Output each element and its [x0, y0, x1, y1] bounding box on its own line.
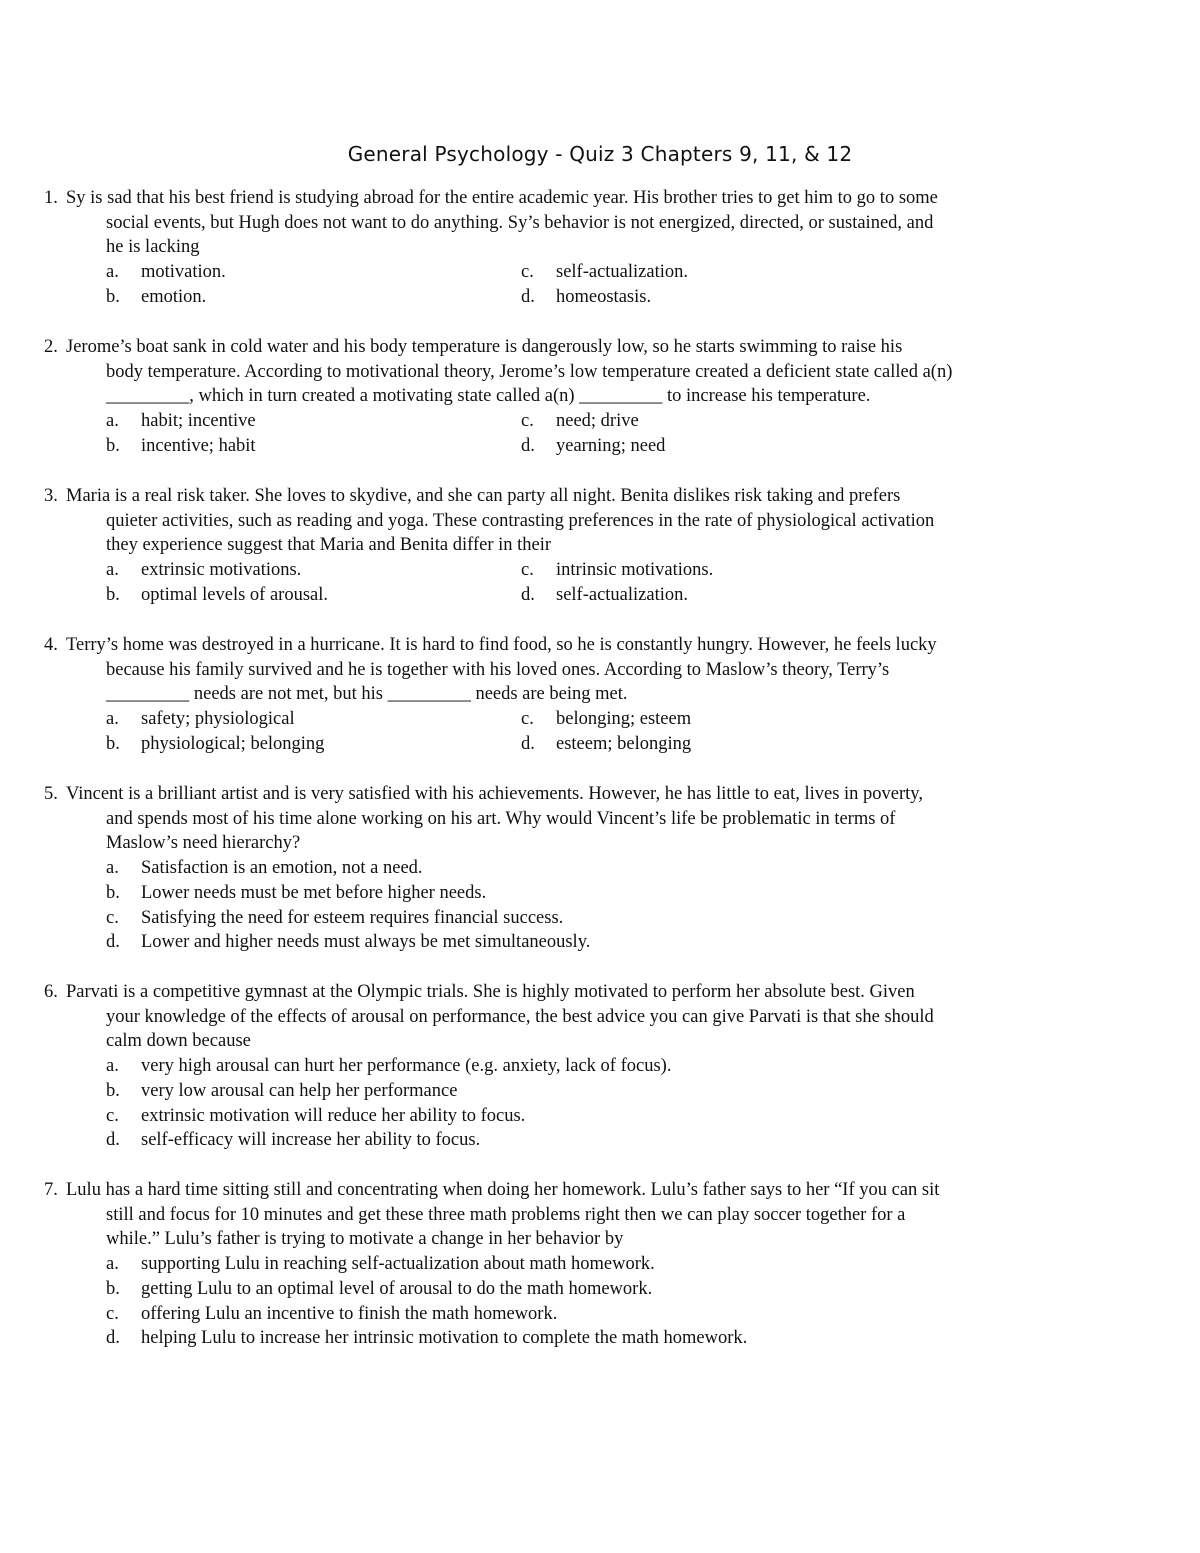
- question-text-line: Maria is a real risk taker. She loves to skydive, and she can party all night. Benita dislikes risk taking and prefers: [66, 486, 901, 506]
- question-text-line: body temperature. According to motivational theory, Jerome’s low temperature created a deficient state called a(n): [106, 361, 953, 382]
- answer-option-c: [521, 260, 1200, 285]
- option-letter: d.: [521, 435, 535, 456]
- question-text-line: Jerome’s boat sank in cold water and his body temperature is dangerously low, so he starts swimming to raise his: [66, 337, 903, 357]
- answer-option-d: [106, 1128, 1006, 1153]
- option-text: motivation.: [141, 262, 226, 283]
- question-text-line: Terry’s home was destroyed in a hurricane. It is hard to find food, so he is constantly hungry. However, he feels lucky: [66, 635, 937, 655]
- option-letter: a.: [106, 1056, 119, 1077]
- option-text: Satisfying the need for esteem requires financial success.: [141, 907, 564, 928]
- option-letter: c.: [521, 560, 534, 581]
- option-text: esteem; belonging: [556, 733, 692, 754]
- option-text: emotion.: [141, 286, 207, 307]
- option-text: very low arousal can help her performance: [141, 1080, 458, 1101]
- question-number: 2.: [44, 337, 58, 357]
- question-text-line: social events, but Hugh does not want to do anything. Sy’s behavior is not energized, directed, or sustained, and: [106, 212, 934, 233]
- option-letter: d.: [521, 733, 535, 754]
- answer-option-d: [521, 583, 1200, 608]
- question-text-line: they experience suggest that Maria and Benita differ in their: [106, 535, 552, 556]
- answer-option-a: [106, 1252, 1006, 1277]
- option-text: Lower and higher needs must always be met simultaneously.: [141, 932, 591, 953]
- option-letter: c.: [521, 411, 534, 432]
- option-text: Lower needs must be met before higher needs.: [141, 882, 487, 903]
- answer-option-d: [521, 285, 1200, 310]
- option-text: safety; physiological: [141, 709, 295, 730]
- option-letter: c.: [106, 907, 119, 928]
- option-letter: c.: [521, 262, 534, 283]
- question-text-line: and spends most of his time alone working on his art. Why would Vincent’s life be problematic in terms of: [106, 808, 896, 829]
- page-title: General Psychology - Quiz 3 Chapters 9, 11, & 12: [347, 142, 853, 166]
- answer-option-d: [106, 930, 1006, 955]
- question-number: 4.: [44, 635, 58, 655]
- answer-option-a: [106, 1054, 1006, 1079]
- question-text-line: _________ needs are not met, but his _________ needs are being met.: [106, 684, 628, 705]
- option-letter: c.: [521, 709, 534, 730]
- question-number: 7.: [44, 1180, 58, 1200]
- question-text-line: quieter activities, such as reading and yoga. These contrasting preferences in the rate of physiological activation: [106, 510, 935, 531]
- answer-option-c: [521, 707, 1200, 732]
- option-text: belonging; esteem: [556, 709, 692, 730]
- option-text: self-actualization.: [556, 262, 689, 283]
- answer-option-c: [521, 558, 1200, 583]
- option-text: optimal levels of arousal.: [141, 584, 329, 605]
- question-number: 1.: [44, 188, 58, 208]
- option-text: helping Lulu to increase her intrinsic motivation to complete the math homework.: [141, 1328, 748, 1349]
- option-letter: b.: [106, 733, 120, 754]
- option-letter: b.: [106, 584, 120, 605]
- option-letter: d.: [521, 286, 535, 307]
- option-letter: c.: [106, 1303, 119, 1324]
- option-text: Satisfaction is an emotion, not a need.: [141, 858, 423, 879]
- option-text: extrinsic motivations.: [141, 560, 302, 581]
- option-letter: b.: [106, 882, 120, 903]
- option-letter: b.: [106, 435, 120, 456]
- option-text: habit; incentive: [141, 411, 256, 432]
- option-text: extrinsic motivation will reduce her ability to focus.: [141, 1105, 526, 1126]
- question-text-line: because his family survived and he is together with his loved ones. According to Maslow’s theory, Terry’s: [106, 659, 890, 680]
- option-letter: a.: [106, 858, 119, 879]
- answer-option-a: [106, 856, 1006, 881]
- answer-option-b: [106, 1079, 1006, 1104]
- option-letter: b.: [106, 286, 120, 307]
- option-letter: d.: [521, 584, 535, 605]
- question-number: 6.: [44, 982, 58, 1002]
- option-text: very high arousal can hurt her performance (e.g. anxiety, lack of focus).: [141, 1056, 672, 1077]
- option-letter: c.: [106, 1105, 119, 1126]
- option-letter: a.: [106, 262, 119, 283]
- option-text: getting Lulu to an optimal level of arousal to do the math homework.: [141, 1278, 653, 1299]
- option-letter: a.: [106, 1254, 119, 1275]
- option-letter: a.: [106, 709, 119, 730]
- question-text-line: your knowledge of the effects of arousal on performance, the best advice you can give Parvati is that she should: [106, 1006, 934, 1027]
- question-text-line: _________, which in turn created a motivating state called a(n) _________ to increase his temperature.: [106, 386, 871, 407]
- question-text-line: Sy is sad that his best friend is studying abroad for the entire academic year. His brother tries to get him to go to some: [66, 188, 938, 208]
- answer-option-d: [106, 1326, 1006, 1351]
- question-number: 5.: [44, 784, 58, 804]
- option-letter: a.: [106, 411, 119, 432]
- question-text-line: Vincent is a brilliant artist and is very satisfied with his achievements. However, he has little to eat, lives in poverty,: [66, 784, 923, 804]
- option-text: self-actualization.: [556, 584, 689, 605]
- answer-option-c: [106, 906, 1006, 931]
- question-text-line: Lulu has a hard time sitting still and concentrating when doing her homework. Lulu’s father says to her “If you can sit: [66, 1180, 940, 1200]
- option-text: self-efficacy will increase her ability to focus.: [141, 1130, 481, 1151]
- option-text: supporting Lulu in reaching self-actualization about math homework.: [141, 1254, 655, 1275]
- option-text: incentive; habit: [141, 435, 256, 456]
- question-text-line: Parvati is a competitive gymnast at the Olympic trials. She is highly motivated to perform her absolute best. Given: [66, 982, 915, 1002]
- question-text-line: still and focus for 10 minutes and get these three math problems right then we can play soccer together for a: [106, 1204, 906, 1225]
- option-text: need; drive: [556, 411, 639, 432]
- option-letter: d.: [106, 932, 120, 953]
- option-text: physiological; belonging: [141, 733, 325, 754]
- answer-option-d: [521, 434, 1200, 459]
- option-text: offering Lulu an incentive to finish the math homework.: [141, 1303, 558, 1324]
- answer-option-b: [106, 881, 1006, 906]
- answer-option-c: [106, 1302, 1006, 1327]
- question-text-line: calm down because: [106, 1031, 251, 1052]
- question-number: 3.: [44, 486, 58, 506]
- question-text-line: he is lacking: [106, 237, 200, 258]
- option-letter: b.: [106, 1080, 120, 1101]
- answer-option-d: [521, 732, 1200, 757]
- question-text-line: Maslow’s need hierarchy?: [106, 833, 301, 854]
- answer-option-c: [521, 409, 1200, 434]
- option-letter: d.: [106, 1328, 120, 1349]
- answer-option-c: [106, 1104, 1006, 1129]
- answer-option-b: [106, 1277, 1006, 1302]
- option-text: homeostasis.: [556, 286, 652, 307]
- option-text: intrinsic motivations.: [556, 560, 714, 581]
- question-text-line: while.” Lulu’s father is trying to motivate a change in her behavior by: [106, 1229, 624, 1250]
- option-letter: d.: [106, 1130, 120, 1151]
- option-text: yearning; need: [556, 435, 666, 456]
- option-letter: a.: [106, 560, 119, 581]
- option-letter: b.: [106, 1278, 120, 1299]
